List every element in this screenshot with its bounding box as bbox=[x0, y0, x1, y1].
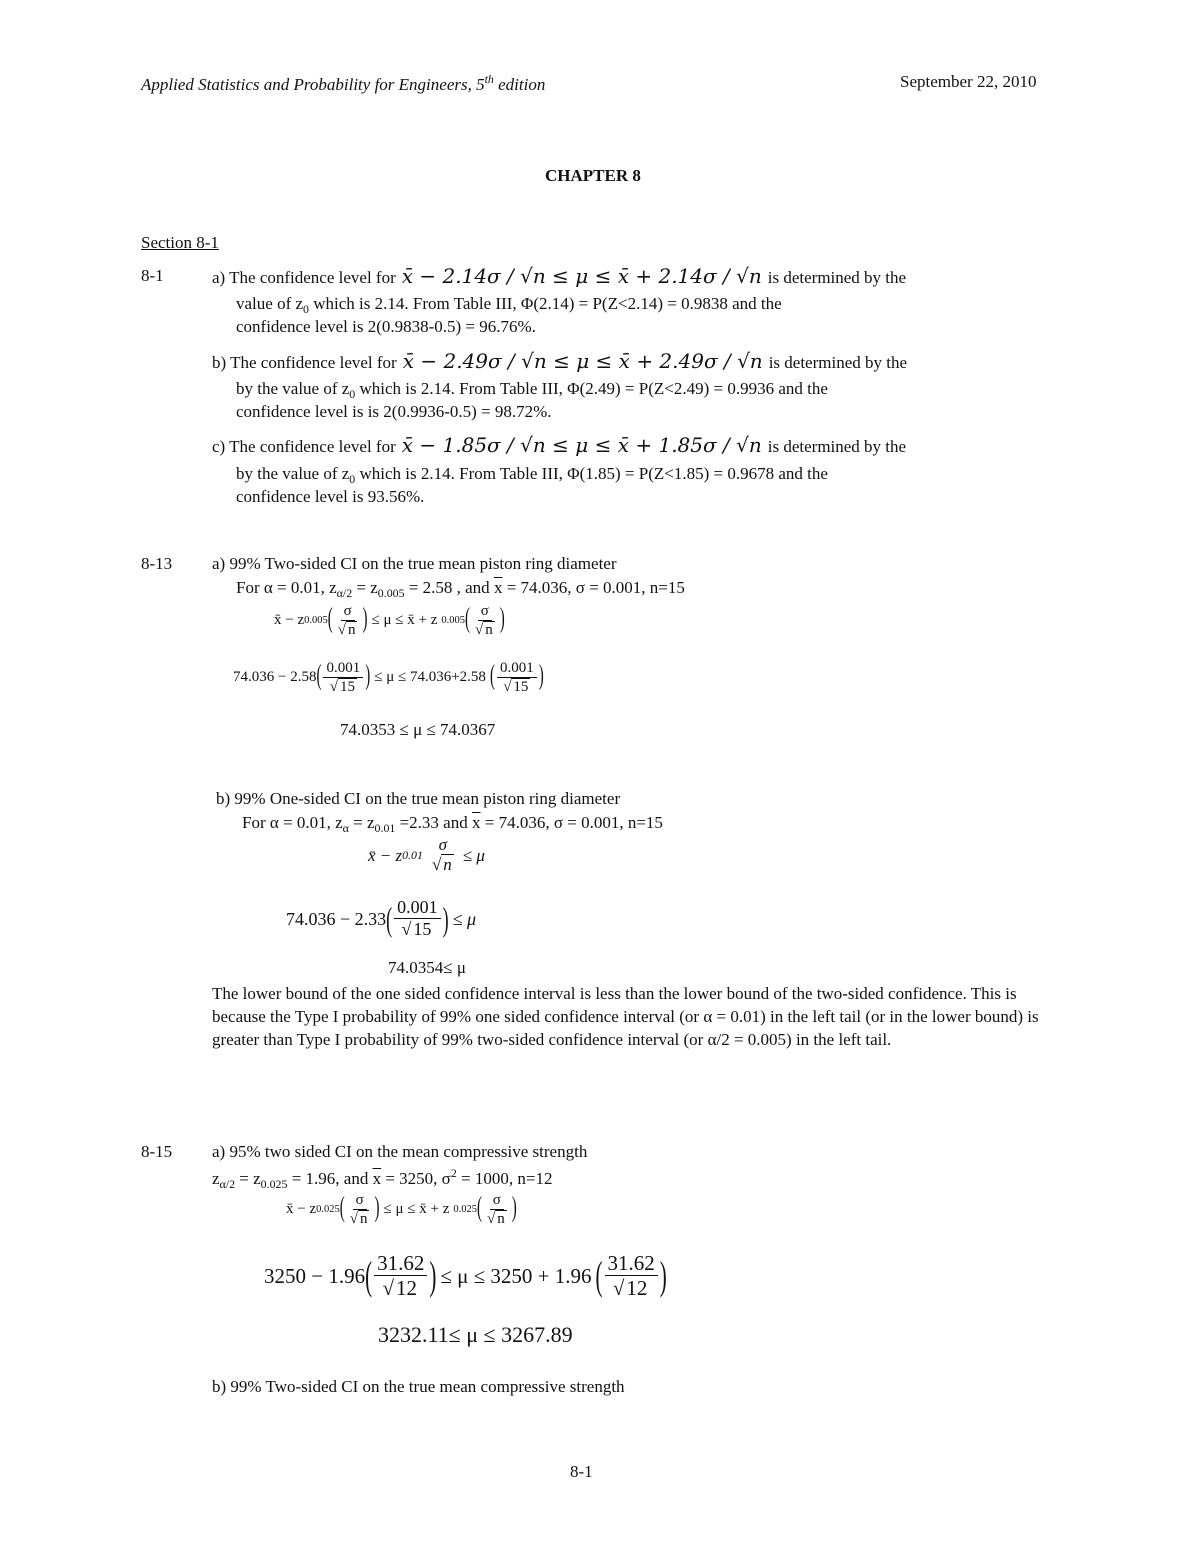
part-b-line2-rest: which is 2.14. From Table III, Φ(2.49) = P(Z<2.49) = 0.9936 and the bbox=[355, 379, 828, 398]
sigma-over-sqrt-n-815-2: $\frac{\sigma}{√ n}$ bbox=[486, 1192, 505, 1227]
problem-8-15-a-title: a) 95% two sided CI on the mean compressive strength bbox=[212, 1142, 588, 1161]
part-b-lead: b) The confidence level for bbox=[212, 353, 397, 372]
eq2-mid: ≤ μ ≤ 74.036+2.58 bbox=[374, 669, 486, 686]
book-title: Applied Statistics and Probability for Engineers, 5 bbox=[141, 75, 485, 94]
eq-b-sub: 0.01 bbox=[402, 848, 423, 863]
problem-8-1-b-line1 bbox=[212, 349, 907, 373]
problem-8-1-a-line1 bbox=[212, 264, 906, 288]
given-b-sub2: 0.01 bbox=[374, 821, 396, 835]
eq-left: x̄ − z bbox=[274, 612, 305, 629]
problem-8-1-c-line3: confidence level is 93.56%. bbox=[236, 487, 425, 506]
eq-sub-2: 0.005 bbox=[441, 615, 465, 627]
equation-8-13-b-numeric: 74.036 − 2.33 ( $\frac{0.001}{√ 15}$ ) ≤ μ bbox=[286, 897, 477, 939]
part-c-line2-text: by the value of z bbox=[236, 464, 350, 483]
equation-8-13-b-general bbox=[368, 836, 485, 875]
sigma-over-sqrt-n-fraction-2: $\frac{\sigma}{√ n}$ bbox=[474, 603, 493, 638]
problem-8-1-a-line3: confidence level is 2(0.9838-0.5) = 96.76%. bbox=[236, 317, 536, 336]
part-a-line2-rest: which is 2.14. From Table III, Φ(2.14) = P(Z<2.14) = 0.9838 and the bbox=[308, 294, 782, 313]
eq2-b-left: 74.036 − 2.33 bbox=[286, 908, 387, 929]
equation-8-15-a-numeric: 3250 − 1.96 ( $\frac{31.62}{√12}$ ) ≤ μ ≤ 3250 + 1.96 ( $\frac{31.62}{√12}$ ) bbox=[264, 1251, 667, 1301]
fraction-0001-sqrt15: $\frac{0.001}{√ 15}$ bbox=[323, 660, 363, 696]
given-mid: = z bbox=[352, 578, 378, 597]
given-815-tail2: = 1000, n=12 bbox=[456, 1169, 553, 1188]
part-c-interval: x̄ − 1.85σ / √n ≤ μ ≤ x̄ + 1.85σ / √n bbox=[401, 433, 762, 457]
given-815-sup: 2 bbox=[450, 1166, 457, 1180]
given-b-mid: = z bbox=[348, 813, 375, 832]
part-a-lead: a) The confidence level for bbox=[212, 268, 396, 287]
part-c-line2-rest: which is 2.14. From Table III, Φ(1.85) = P(Z<1.85) = 0.9678 and the bbox=[355, 464, 828, 483]
given-tail: = 74.036, σ = 0.001, n=15 bbox=[502, 578, 685, 597]
eq815-sub: 0.025 bbox=[316, 1204, 340, 1216]
eq-mid: ≤ μ ≤ x̄ + z bbox=[371, 612, 438, 629]
section-title: Section 8-1 bbox=[141, 233, 219, 252]
given-text: For α = 0.01, z bbox=[236, 578, 337, 597]
part-a-interval: x̄ − 2.14σ / √n ≤ μ ≤ x̄ + 2.14σ / √n bbox=[401, 264, 762, 288]
edition-superscript: th bbox=[484, 72, 494, 86]
result-8-13-b: 74.0354≤ μ bbox=[388, 958, 466, 977]
given-815-rest: = 1.96, and bbox=[287, 1169, 373, 1188]
eq815-2-mid: ≤ μ ≤ 3250 + 1.96 bbox=[440, 1264, 592, 1289]
fraction-0001-sqrt15-2: $\frac{0.001}{√ 15}$ bbox=[497, 660, 537, 696]
part-a-line2-text: value of z bbox=[236, 294, 304, 313]
sigma-over-sqrt-n-fraction-b: σ √ n bbox=[431, 835, 452, 874]
problem-8-13-b-title: b) 99% One-sided CI on the true mean piston ring diameter bbox=[216, 789, 621, 808]
fraction-3162-sqrt12: $\frac{31.62}{√12}$ bbox=[374, 1252, 427, 1301]
part-b-tail: is determined by the bbox=[768, 353, 908, 372]
eq-b-left: x̄ − z bbox=[368, 845, 403, 865]
part-a-line2-sub: 0 bbox=[303, 302, 309, 316]
problem-8-13-a-title: a) 99% Two-sided CI on the true mean piston ring diameter bbox=[212, 554, 617, 573]
part-c-line2-sub: 0 bbox=[349, 472, 356, 486]
given-815-mid: = z bbox=[235, 1169, 261, 1188]
given-rest: = 2.58 , and bbox=[404, 578, 494, 597]
sigma-over-sqrt-n-fraction: $\frac{\sigma}{√ n}$ bbox=[337, 603, 356, 638]
edition-word: edition bbox=[493, 75, 546, 94]
part-c-lead: c) The confidence level for bbox=[212, 437, 396, 456]
given-815-tail1: = 3250, σ bbox=[381, 1169, 451, 1188]
running-header-date: September 22, 2010 bbox=[900, 72, 1037, 91]
eq815-2-left: 3250 − 1.96 bbox=[264, 1264, 366, 1289]
running-header-title bbox=[141, 72, 545, 95]
given-sub1: α/2 bbox=[336, 586, 353, 600]
problem-8-15-a-given bbox=[212, 1166, 552, 1192]
part-b-line2-sub: 0 bbox=[349, 387, 356, 401]
problem-8-1-c-line2 bbox=[236, 464, 828, 487]
part-b-interval: x̄ − 2.49σ / √n ≤ μ ≤ x̄ + 2.49σ / √n bbox=[402, 349, 763, 373]
page-number: 8-1 bbox=[570, 1462, 593, 1481]
result-8-13-a: 74.0353 ≤ μ ≤ 74.0367 bbox=[340, 720, 496, 739]
problem-number-8-13: 8-13 bbox=[141, 554, 173, 573]
fraction-3162-sqrt12-2: $\frac{31.62}{√12}$ bbox=[605, 1252, 658, 1301]
part-b-line2-text: by the value of z bbox=[236, 379, 350, 398]
given-815-xbar: $\overline{x}$ bbox=[372, 1169, 382, 1188]
problem-8-13-b-given bbox=[242, 813, 663, 836]
eq2-left: 74.036 − 2.58 bbox=[233, 669, 317, 686]
equation-8-15-a-general: x̄ − z 0.025 ( $\frac{\sigma}{√ n}$ ) ≤ μ ≤ x̄ + z 0.025 ( $\frac{\sigma}{√ n}$ ) bbox=[286, 1192, 517, 1227]
sigma-over-sqrt-n-815: $\frac{\sigma}{√ n}$ bbox=[349, 1192, 368, 1227]
given-815-sub2: 0.025 bbox=[260, 1177, 288, 1191]
fraction-b-0001-sqrt15: $\frac{0.001}{√ 15}$ bbox=[394, 898, 441, 940]
given-xbar: $\overline{x}$ bbox=[493, 578, 503, 597]
problem-number-8-15: 8-15 bbox=[141, 1142, 173, 1161]
problem-8-1-a-line2 bbox=[236, 294, 782, 317]
problem-number-8-1: 8-1 bbox=[141, 266, 164, 285]
given-815-text: z bbox=[212, 1169, 220, 1188]
given-b-sub1: α bbox=[342, 821, 349, 835]
problem-8-13-a-given bbox=[236, 578, 685, 601]
problem-8-1-c-line1 bbox=[212, 433, 906, 457]
result-8-15-a: 3232.11≤ μ ≤ 3267.89 bbox=[378, 1322, 573, 1347]
problem-8-15-b-title: b) 99% Two-sided CI on the true mean compressive strength bbox=[212, 1377, 625, 1396]
eq815-sub-2: 0.025 bbox=[453, 1204, 477, 1216]
problem-8-1-b-line3: confidence level is is 2(0.9936-0.5) = 98.72%. bbox=[236, 402, 552, 421]
eq-b-right: ≤ μ bbox=[462, 845, 485, 865]
part-c-tail: is determined by the bbox=[767, 437, 907, 456]
given-sub2: 0.005 bbox=[377, 586, 405, 600]
chapter-title: CHAPTER 8 bbox=[545, 166, 641, 185]
equation-8-13-a-numeric: 74.036 − 2.58 ( $\frac{0.001}{√ 15}$ ) ≤ μ ≤ 74.036+2.58 ( $\frac{0.001}{√ 15}$ ) bbox=[233, 660, 544, 695]
eq815-left: x̄ − z bbox=[286, 1201, 317, 1218]
given-b-xbar: $\overline{x}$ bbox=[471, 813, 481, 832]
eq-sub: 0.005 bbox=[304, 615, 328, 627]
problem-8-1-b-line2 bbox=[236, 379, 828, 402]
given-815-sub1: α/2 bbox=[219, 1177, 236, 1191]
given-b-tail: = 74.036, σ = 0.001, n=15 bbox=[480, 813, 663, 832]
explanation-8-13-b: The lower bound of the one sided confidence interval is less than the lower bound of the two-sided confidence. This is because the Type I probability of 99% one sided confidence interval (or α = 0.01) in the left tail (or in the lower bound) is greater than Type I probability of 99% two-sided confidence interval (or α/2 = 0.005) in the left tail. bbox=[212, 984, 1039, 1049]
given-b-text: For α = 0.01, z bbox=[242, 813, 343, 832]
eq2-b-right: ≤ μ bbox=[452, 908, 477, 929]
given-b-rest: =2.33 and bbox=[395, 813, 472, 832]
eq815-mid: ≤ μ ≤ x̄ + z bbox=[383, 1201, 450, 1218]
equation-8-13-a-general: x̄ − z 0.005 ( $\frac{\sigma}{√ n}$ ) ≤ μ ≤ x̄ + z 0.005 ( $\frac{\sigma}{√ n}$ ) bbox=[274, 603, 505, 638]
part-a-tail: is determined by the bbox=[767, 268, 907, 287]
